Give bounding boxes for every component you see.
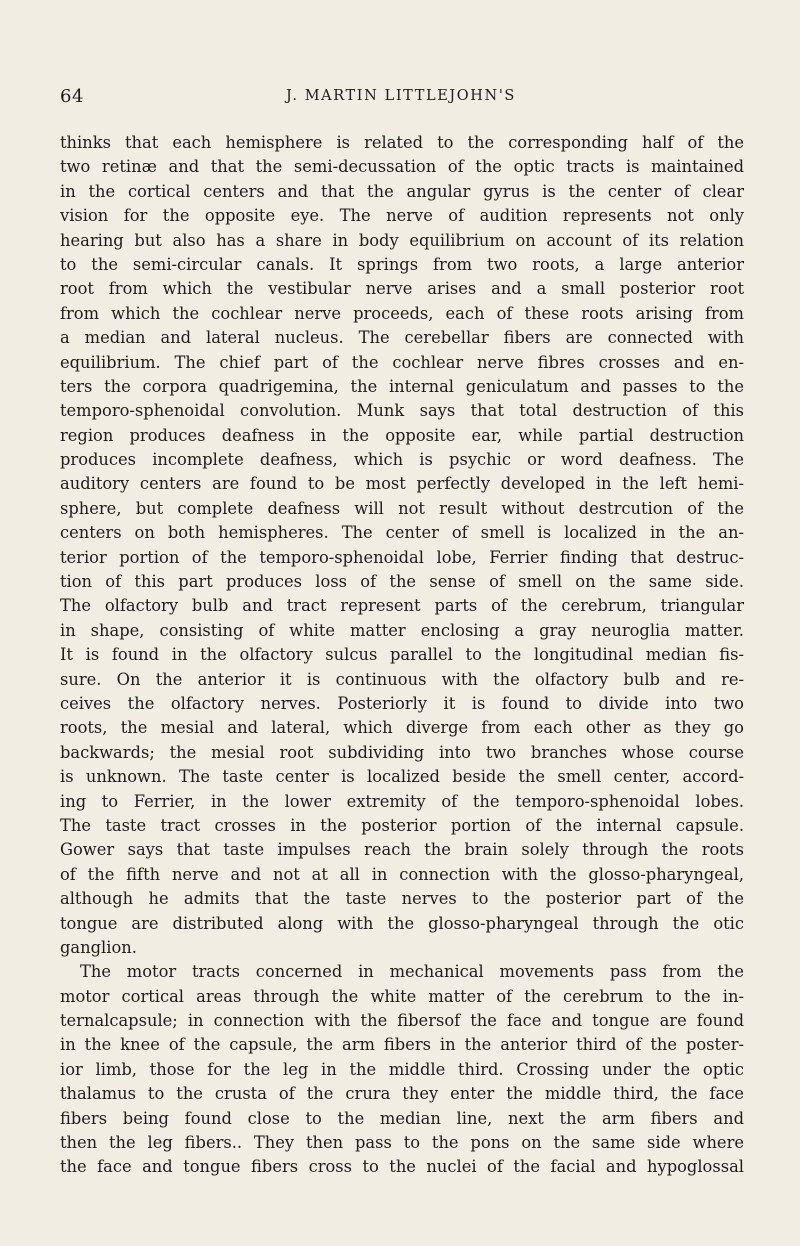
text-line: The olfactory bulb and tract represent parts of the cerebrum, triangular (60, 596, 744, 616)
text-line: It is found in the olfactory sulcus parallel to the longitudinal median fis- (60, 645, 744, 665)
text-line: from which the cochlear nerve proceeds, each of these roots arising from (60, 303, 744, 323)
text-line: auditory centers are found to be most perfectly developed in the left hemi- (60, 474, 744, 494)
text-line: ternalcapsule; in connection with the fibersof the face and tongue are found (60, 1011, 744, 1031)
text-line: in the cortical centers and that the angular gyrus is the center of clear (60, 181, 744, 201)
text-line: equilibrium. The chief part of the cochlear nerve fibres crosses and en- (60, 352, 744, 372)
text-line: ing to Ferrier, in the lower extremity of the temporo-sphenoidal lobes. (60, 791, 744, 811)
text-line: Gower says that taste impulses reach the brain solely through the roots (60, 840, 744, 860)
text-line: fibers being found close to the median line, next the arm fibers and (60, 1108, 744, 1128)
text-line: motor cortical areas through the white matter of the cerebrum to the in- (60, 986, 744, 1006)
page-header (60, 86, 742, 110)
text-line: region produces deafness in the opposite ear, while partial destruction (60, 425, 744, 445)
text-line: root from which the vestibular nerve arises and a small posterior root (60, 279, 744, 299)
text-line: in the knee of the capsule, the arm fibers in the anterior third of the poster- (60, 1035, 744, 1055)
text-line: of the fifth nerve and not at all in connection with the glosso-pharyngeal, (60, 864, 744, 884)
text-line-paragraph-end: ganglion. (60, 937, 137, 957)
text-line: terior portion of the temporo-sphenoidal lobe, Ferrier finding that destruc- (60, 547, 744, 567)
text-line: thalamus to the crusta of the crura they enter the middle third, the face (60, 1084, 744, 1104)
text-line: hearing but also has a share in body equilibrium on account of its relation (60, 230, 744, 250)
text-line-paragraph-start: The motor tracts concerned in mechanical movements pass from the (80, 962, 744, 982)
text-line: then the leg fibers.. They then pass to the pons on the same side where (60, 1133, 744, 1153)
body-text (60, 131, 744, 1180)
text-line: a median and lateral nucleus. The cerebellar fibers are connected with (60, 328, 744, 348)
running-head: J. MARTIN LITTLEJOHN'S (286, 88, 516, 104)
text-line: ters the corpora quadrigemina, the internal geniculatum and passes to the (60, 376, 744, 396)
text-line: thinks that each hemisphere is related to the corresponding half of the (60, 133, 744, 152)
text-line: centers on both hemispheres. The center of smell is localized in the an- (60, 523, 744, 543)
text-line: temporo-sphenoidal convolution. Munk says that total destruction of this (60, 401, 744, 421)
text-line: although he admits that the taste nerves to the posterior part of the (60, 889, 744, 909)
text-line: The taste tract crosses in the posterior portion of the internal capsule. (60, 815, 744, 835)
text-line: two retinæ and that the semi-decussation of the optic tracts is maintained (60, 157, 744, 177)
text-line: in shape, consisting of white matter enclosing a gray neuroglia matter. (60, 620, 744, 640)
text-line: sure. On the anterior it is continuous with the olfactory bulb and re- (60, 669, 744, 689)
text-line: tongue are distributed along with the glosso-pharyngeal through the otic (60, 913, 744, 933)
text-line: the face and tongue fibers cross to the nuclei of the facial and hypoglossal (60, 1157, 744, 1177)
text-line: sphere, but complete deafness will not result without destrcution of the (60, 498, 744, 518)
text-line: vision for the opposite eye. The nerve of audition represents not only (60, 206, 744, 226)
text-line: roots, the mesial and lateral, which diverge from each other as they go (60, 718, 744, 738)
text-line: is unknown. The taste center is localized beside the smell center, accord- (60, 767, 744, 787)
text-line: to the semi-circular canals. It springs from two roots, a large anterior (60, 254, 744, 274)
text-line: backwards; the mesial root subdividing into two branches whose course (60, 742, 744, 762)
text-line: tion of this part produces loss of the sense of smell on the same side. (60, 572, 744, 592)
text-line: ior limb, those for the leg in the middle third. Crossing under the optic (60, 1059, 744, 1079)
page-number: 64 (60, 86, 84, 107)
text-line: produces incomplete deafness, which is psychic or word deafness. The (60, 450, 744, 470)
text-line: ceives the olfactory nerves. Posteriorly it is found to divide into two (60, 693, 744, 713)
